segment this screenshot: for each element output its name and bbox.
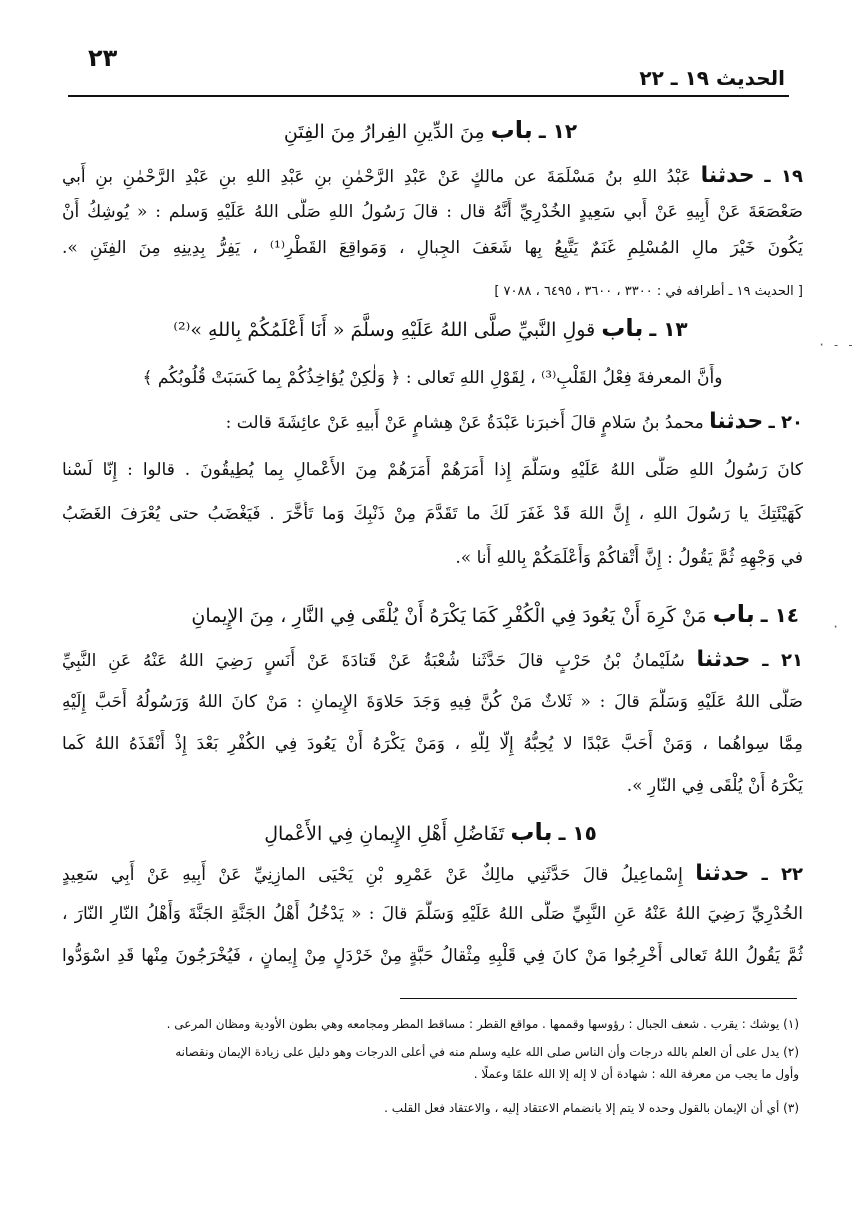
hadith-text: محمدُ بنُ سَلامٍ قالَ أَخبرَنا عَبْدَةُ عَنْ هِشامٍ عَنْ أَبيهِ عَنْ عائِشَةَ قالت : bbox=[225, 413, 704, 433]
running-head: الحديث ١٩ ـ ٢٢ bbox=[639, 66, 785, 90]
footnote-2-continued: وأول ما يجب من معرفة الله : شهادة أن لا إله إلا الله علمًا وعملًا . bbox=[473, 1067, 799, 1081]
chapter-bab: باب bbox=[490, 116, 533, 144]
hadith-20-line-4: في وَجْهِهِ ثُمَّ يَقُولُ : إِنَّ أَتْقاكُمْ وَأَعْلَمَكُمْ بِاللهِ أَنا ». bbox=[455, 548, 803, 568]
header-rule bbox=[68, 95, 789, 97]
chapter-12-heading bbox=[80, 116, 781, 144]
hadith-number: ١٩ ـ bbox=[764, 166, 803, 187]
chapter-title: تَفَاضُلِ أَهْلِ الإِيمانِ فِي الأَعْمالِ bbox=[264, 823, 505, 845]
hadith-19-line-2: صَعْصَعَةَ عَنْ أَبِيهِ عَنْ أَبي سَعِيدٍ الخُدْرِيِّ أَنَّهُ قال : قالَ رَسُولُ اللهِ صَلَّى اللهُ عَلَيْهِ وَسلم : « يُوشِكُ أَنْ bbox=[62, 202, 803, 222]
hadith-20-line-2: كانَ رَسُولُ اللهِ صَلَّى اللهُ عَلَيْهِ وسَلَّمَ إِذا أَمَرَهُمْ أَمَرَهُمْ مِنَ الأَعْمالِ بِما يُطِيقُونَ . قالوا : إِنّا لَسْنا bbox=[62, 460, 803, 480]
hadith-19-references: [ الحديث ١٩ ـ أطرافه في : ٣٣٠٠ ، ٣٦٠٠ ، ٦٤٩٥ ، ٧٠٨٨ ] bbox=[494, 284, 803, 299]
hadith-19-line-1 bbox=[62, 162, 803, 191]
hadith-22-line-3: ثُمَّ يَقُولُ اللهُ تَعالى أَخْرِجُوا مَنْ كانَ فِي قَلْبِهِ مِثْقالُ حَبَّةٍ مِنْ خَرْدَلٍ مِنْ إِيمانٍ ، فَيُخْرَجُونَ مِنْها قَدِ اسْوَدُّوا bbox=[62, 946, 803, 966]
hadith-number: ٢١ ـ bbox=[762, 650, 803, 671]
chapter-14-heading bbox=[62, 600, 799, 628]
footnote-rule bbox=[400, 998, 797, 999]
chapter-15-heading bbox=[80, 818, 781, 846]
hadith-text: إِسْماعِيلُ قالَ حَدَّثَنِي مالِكٌ عَنْ عَمْرِو بْنِ يَحْيَى المازِنِيِّ عَنْ أَبِيهِ عَنْ أَبِي سَعِيدٍ bbox=[62, 865, 683, 885]
chapter-title: مِنَ الدِّينِ الفِرارُ مِنَ الفِتَنِ bbox=[283, 121, 485, 143]
chapter-13-heading bbox=[80, 314, 781, 342]
haddathana-mark: حدثنا bbox=[709, 409, 764, 434]
chapter-number: ١٤ ـ bbox=[760, 603, 799, 627]
margin-dots: · - - bbox=[818, 338, 855, 352]
hadith-21-line-4: يَكْرَهُ أَنْ يُلْقَى فِي النّارِ ». bbox=[626, 776, 803, 796]
hadith-22-line-2: الخُدْرِيِّ رَضِيَ اللهُ عَنْهُ عَنِ النَّبِيِّ صَلَّى اللهُ عَلَيْهِ وَسَلَّمَ قالَ : « يَدْخُلُ أَهْلُ الجَنَّةِ الجَنَّةَ وَأَهْلُ النّارِ النّارَ ، bbox=[62, 904, 803, 924]
chapter-number: ١٣ ـ bbox=[649, 317, 688, 341]
haddathana-mark: حدثنا bbox=[696, 647, 751, 672]
hadith-20-line-3: كَهَيْئَتِكَ يا رَسُولَ اللهِ ، إِنَّ اللهَ قَدْ غَفَرَ لَكَ ما تَقَدَّمَ مِنْ ذَنْبِكَ وَما تَأَخَّرَ . فَيَغْضَبُ حتى يُعْرَفَ الغَضَبُ bbox=[62, 504, 803, 524]
hadith-21-line-1 bbox=[62, 646, 803, 675]
hadith-21-line-3: مِمَّا سِواهُما ، وَمَنْ أَحَبَّ عَبْدًا لا يُحِبُّهُ إِلّا لِلّهِ ، وَمَنْ يَكْرَهُ أَنْ يَعُودَ فِي الكُفْرِ بَعْدَ إِذْ أَنْقَذَهُ اللهُ كَما bbox=[62, 734, 803, 754]
chapter-bab: باب bbox=[510, 818, 553, 846]
hadith-number: ٢٠ ـ bbox=[768, 412, 803, 433]
hadith-21-line-2: صَلَّى اللهُ عَلَيْهِ وَسَلَّمَ قالَ : « ثَلاثٌ مَنْ كُنَّ فِيهِ وَجَدَ حَلاوَةَ الإِيمانِ : مَنْ كانَ اللهُ وَرَسُولُهُ أَحَبَّ إِلَيْهِ bbox=[62, 692, 803, 712]
hadith-number: ٢٢ ـ bbox=[761, 864, 803, 885]
footnote-2: (٢) يدل على أن العلم بالله درجات وأن الناس صلى الله عليه وسلم منه في أعلى الدرجات وهو دليل على زيادة الإيمان ونقصانه bbox=[175, 1045, 799, 1059]
hadith-text: عَبْدُ اللهِ بنُ مَسْلَمَةَ عن مالكٍ عَنْ عَبْدِ الرَّحْمٰنِ بنِ عَبْدِ اللهِ بنِ عَبْدِ الرَّحْمٰنِ بنِ أَبي bbox=[62, 167, 691, 187]
hadith-19-line-3: يَكُونَ خَيْرَ مالِ المُسْلِمِ غَنَمٌ يَتَّبِعُ بِها شَعَفَ الجِبالِ ، وَمَواقِعَ القَطْرِ⁽¹⁾ ، يَفِرُّ بِدِينِهِ مِنَ الفِتَنِ ». bbox=[62, 238, 803, 258]
chapter-bab: باب bbox=[601, 314, 644, 342]
haddathana-mark: حدثنا bbox=[700, 163, 755, 188]
chapter-title: مَنْ كَرِهَ أَنْ يَعُودَ فِي الْكُفْرِ كَمَا يَكْرَهُ أَنْ يُلْقَى فِي النَّارِ ، مِنَ الإِيمانِ bbox=[191, 605, 707, 627]
chapter-bab: باب bbox=[712, 600, 755, 628]
chapter-number: ١٢ ـ bbox=[538, 119, 578, 143]
haddathana-mark: حدثنا bbox=[695, 861, 750, 886]
page-number: ٢٣ bbox=[88, 44, 118, 72]
footnote-1: (١) يوشك : يقرب . شعف الجبال : رؤوسها وقممها . مواقع القطر : مساقط المطر ومجامعه وهي بطون الأودية ومظان المرعى . bbox=[166, 1017, 799, 1031]
hadith-text: سُلَيْمانُ بْنُ حَرْبٍ قالَ حَدَّثَنا شُعْبَةُ عَنْ قَتادَةَ عَنْ أَنَسٍ رَضِيَ اللهُ عَنْهُ عَنِ النَّبِيِّ bbox=[62, 651, 685, 671]
hadith-22-line-1 bbox=[62, 860, 803, 889]
hadith-20-line-1 bbox=[62, 408, 803, 437]
margin-dots: · bbox=[832, 620, 840, 634]
chapter-title: قولِ النَّبيِّ صلَّى اللهُ عَلَيْهِ وسلَّمَ « أَنَا أَعْلَمُكُمْ بِاللهِ »⁽²⁾ bbox=[173, 319, 596, 341]
chapter-13-text: وأَنَّ المعرفةَ فِعْلُ القَلْبِ⁽³⁾ ، لِقَوْلِ اللهِ تَعالى : ﴿ وَلٰكِنْ يُؤاخِذُكُمْ بِما كَسَبَتْ قُلُوبُكُم ﴾ bbox=[142, 368, 723, 388]
footnote-3: (٣) أي أن الإيمان بالقول وحده لا يتم إلا بانضمام الاعتقاد إليه ، والاعتقاد فعل القلب . bbox=[384, 1101, 799, 1115]
chapter-number: ١٥ ـ bbox=[558, 821, 597, 845]
